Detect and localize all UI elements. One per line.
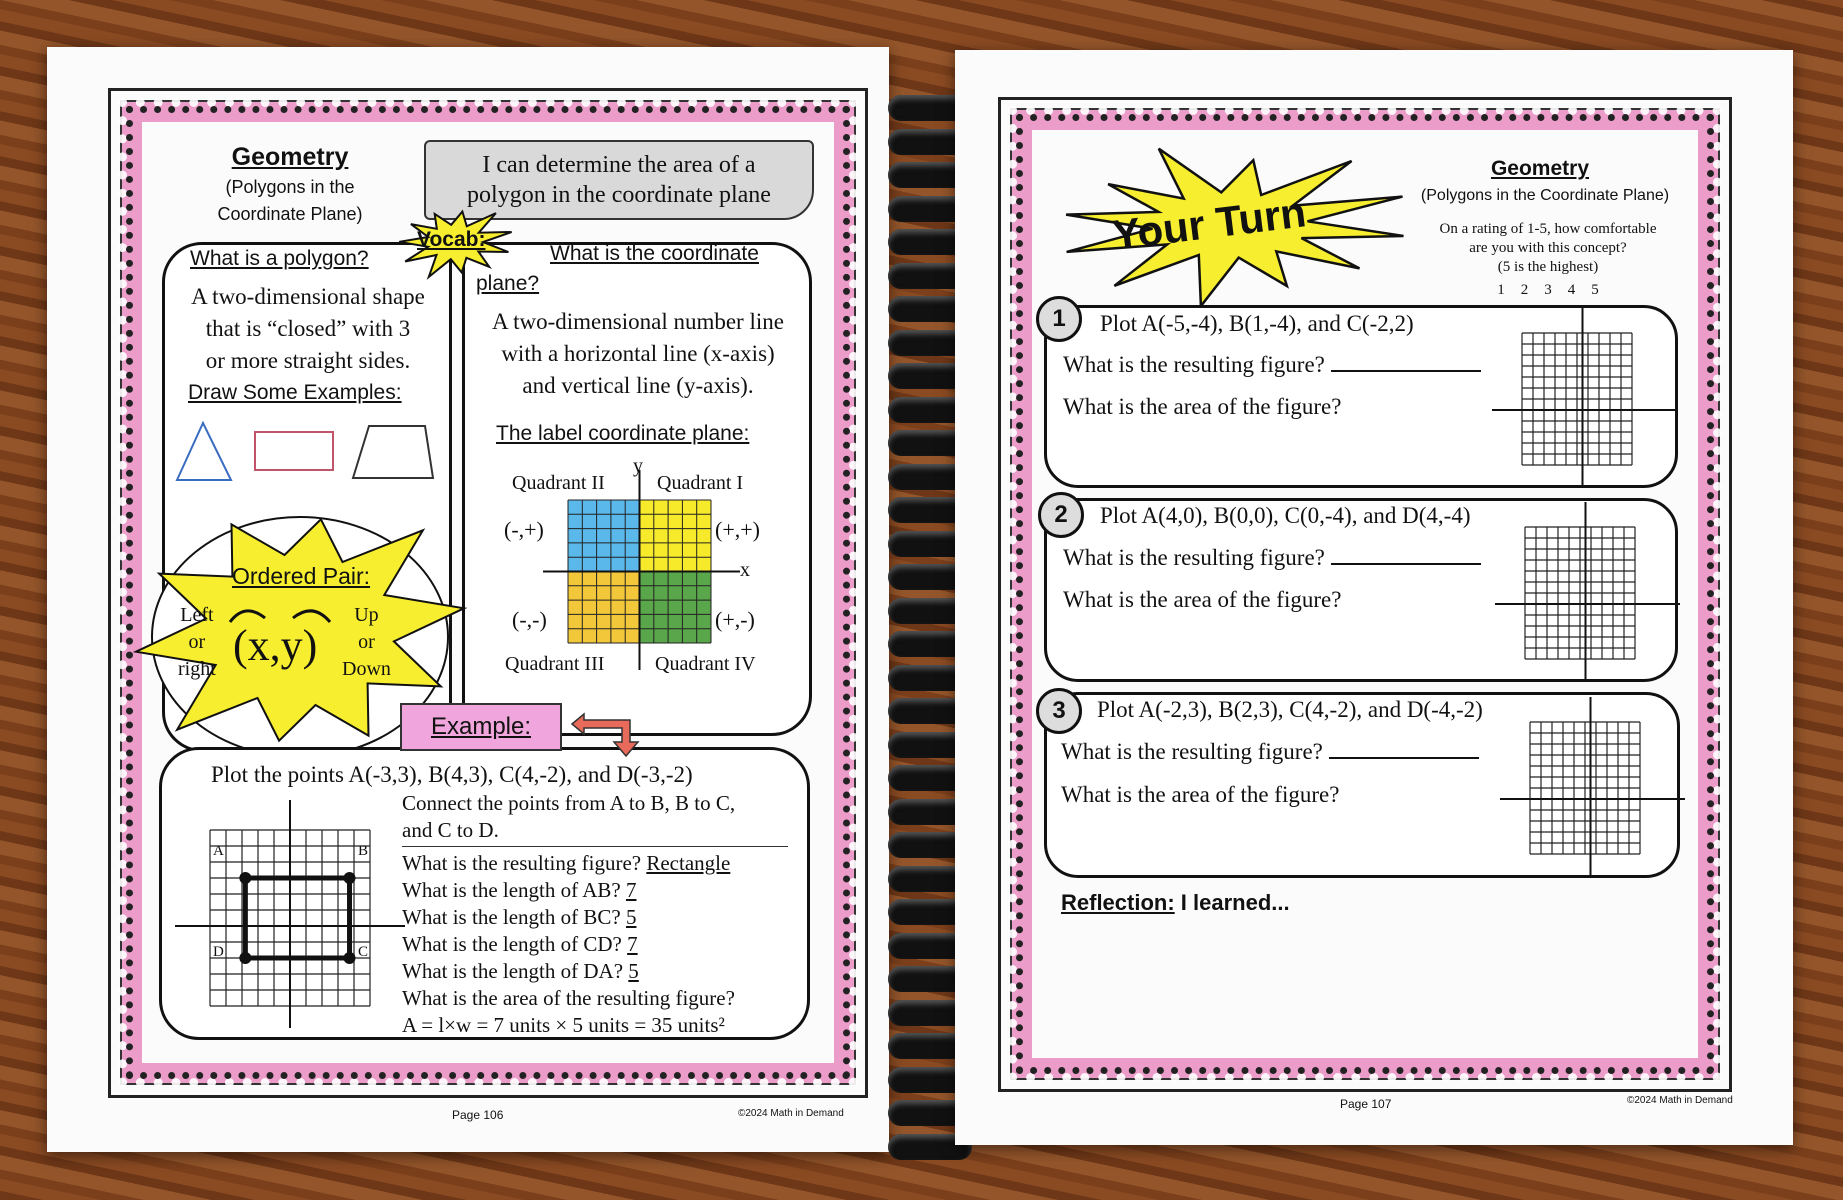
left-copyright: ©2024 Math in Demand [738, 1108, 844, 1119]
rating-option-3[interactable]: 3 [1544, 282, 1552, 298]
quadrant-fill [640, 572, 712, 644]
quadrant-3-label: Quadrant III [505, 653, 605, 675]
ordered-pair-left-words [178, 602, 216, 683]
problem-1-figure-question: What is the resulting figure? [1063, 352, 1481, 378]
example-question: What is the resulting figure? Rectangle [402, 851, 731, 875]
example-questions [402, 850, 735, 1039]
quadrant-1-label: Quadrant I [657, 472, 744, 494]
example-prompt: Plot the points A(-3,3), B(4,3), C(4,-2), and D(-3,-2) [211, 762, 693, 787]
trapezoid-shape [353, 426, 433, 478]
answer-blank[interactable] [1331, 354, 1481, 372]
rating-line-3: (5 is the highest) [1497, 259, 1599, 275]
draw-examples-heading: Draw Some Examples: [188, 381, 402, 404]
left-subtitle-2: Coordinate Plane) [217, 204, 363, 224]
plotted-point [239, 872, 251, 884]
polygon-def-line: or more straight sides. [205, 348, 411, 373]
answer-blank[interactable] [1331, 547, 1481, 565]
label-plane-heading: The label coordinate plane: [496, 422, 750, 445]
problem-3-figure-question: What is the resulting figure? [1061, 739, 1479, 765]
rectangle-shape [255, 432, 333, 470]
left-page-number: Page 106 [452, 1108, 504, 1122]
quadrant-fill [640, 500, 712, 572]
objective-line-2: polygon in the coordinate plane [467, 182, 771, 208]
plane-def-line: A two-dimensional number line [492, 309, 784, 334]
example-coordinate-grid [175, 800, 405, 1035]
rating-line-1: On a rating of 1-5, how comfortable [1439, 221, 1657, 237]
or-word: or [188, 631, 206, 653]
quadrant-fill [568, 572, 640, 644]
quadrant-grid [568, 500, 713, 650]
y-axis-label: y [633, 455, 643, 477]
quadrant-1-signs: (+,+) [715, 517, 760, 542]
problem-1-grid[interactable] [1492, 308, 1677, 488]
point-label-c: C [358, 944, 369, 960]
polygon-def-line: A two-dimensional shape [191, 284, 425, 309]
red-arrow-icon [570, 712, 650, 757]
reflection-text: I learned... [1174, 890, 1290, 915]
reflection-label: Reflection: [1061, 890, 1175, 915]
point-label-b: B [358, 843, 369, 859]
or-word: or [358, 631, 375, 653]
quadrant-2-label: Quadrant II [512, 472, 605, 494]
example-answer: 5 [625, 905, 637, 929]
rating-option-2[interactable]: 2 [1520, 282, 1529, 298]
example-answer: 5 [628, 959, 639, 983]
rating-option-1[interactable]: 1 [1497, 282, 1505, 298]
example-answer: 7 [625, 878, 637, 902]
quadrant-diagram [500, 455, 790, 685]
quadrant-4-signs: (+,-) [715, 607, 755, 632]
polygon-definition [168, 281, 448, 377]
up-word: Up [354, 604, 379, 626]
problem-2-prompt: Plot A(4,0), B(0,0), C(0,-4), and D(4,-4) [1100, 503, 1471, 528]
point-label-a: A [213, 843, 224, 859]
plane-definition [464, 306, 812, 402]
problem-3-prompt: Plot A(-2,3), B(2,3), C(4,-2), and D(-4,-2) [1097, 697, 1483, 722]
ordered-pair-title: Ordered Pair: [232, 563, 371, 589]
rectangle-plot [245, 878, 349, 958]
curved-arrows-icon [225, 600, 335, 630]
problem-3-number: 3 [1036, 688, 1082, 734]
plane-heading-2: plane? [476, 272, 540, 295]
left-word: Left [180, 604, 214, 626]
rating-option-5[interactable]: 5 [1591, 282, 1599, 298]
example-connect [402, 790, 788, 847]
example-answer: Rectangle [646, 851, 731, 875]
vocab-label: Vocab: [417, 228, 486, 251]
answer-blank[interactable] [1329, 741, 1479, 759]
right-subtitle: (Polygons in the Coordinate Plane) [1420, 187, 1670, 204]
right-page-number: Page 107 [1340, 1097, 1392, 1111]
left-subtitle-1: (Polygons in the [225, 177, 355, 197]
quadrant-fill [568, 500, 640, 572]
rating-option-4[interactable]: 4 [1567, 282, 1576, 298]
comfort-rating [1418, 220, 1678, 300]
example-answer: 7 [627, 932, 638, 956]
example-label: Example: [400, 703, 562, 751]
ordered-pair-right-words [342, 602, 391, 683]
down-word: Down [342, 658, 391, 680]
problem-1-prompt: Plot A(-5,-4), B(1,-4), and C(-2,2) [1100, 311, 1414, 336]
ordered-pair-notation: (x,y) [233, 621, 318, 670]
problem-3-area-question: What is the area of the figure? [1061, 782, 1340, 807]
plotted-point [344, 872, 356, 884]
problem-2-area-question: What is the area of the figure? [1063, 587, 1342, 612]
x-axis-label: x [740, 559, 750, 581]
reflection-prompt [1061, 890, 1290, 916]
right-copyright: ©2024 Math in Demand [1627, 1095, 1733, 1106]
objective-line-1: I can determine the area of a [482, 152, 756, 178]
problem-2-grid[interactable] [1495, 502, 1680, 682]
area-answer: A = l×w = 7 units × 5 units = 35 units² [402, 1013, 725, 1037]
triangle-shape [177, 423, 231, 480]
rating-line-2: are you with this concept? [1469, 240, 1627, 256]
problem-1-area-question: What is the area of the figure? [1063, 394, 1342, 419]
problem-3-grid[interactable] [1500, 697, 1685, 877]
left-title: Geometry [231, 143, 349, 171]
your-turn-label: Your Turn [1109, 188, 1309, 259]
point-label-d: D [213, 944, 224, 960]
example-question: What is the length of DA? 5 [402, 959, 639, 983]
right-title: Geometry [1490, 157, 1590, 180]
polygon-def-line: that is “closed” with 3 [205, 316, 411, 341]
reflection-area[interactable] [1061, 925, 1701, 1045]
example-shapes [175, 418, 445, 483]
polygon-heading: What is a polygon? [190, 247, 369, 270]
plotted-point [239, 952, 251, 964]
plane-def-line: with a horizontal line (x-axis) [501, 341, 775, 366]
connect-line-2: and C to D. [402, 818, 499, 842]
example-question: What is the length of BC? 5 [402, 905, 637, 929]
quadrant-3-signs: (-,-) [512, 607, 547, 632]
plotted-point [344, 952, 356, 964]
problem-2-number: 2 [1038, 492, 1084, 538]
example-question: What is the length of CD? 7 [402, 932, 638, 956]
quadrant-4-label: Quadrant IV [655, 653, 756, 675]
right-word: right [178, 658, 216, 680]
problem-2-figure-question: What is the resulting figure? [1063, 545, 1481, 571]
plane-def-line: and vertical line (y-axis). [522, 373, 754, 398]
area-question: What is the area of the resulting figure? [402, 986, 735, 1010]
connect-line-1: Connect the points from A to B, B to C, [402, 791, 736, 815]
quadrant-2-signs: (-,+) [504, 517, 544, 542]
problem-1-number: 1 [1036, 296, 1082, 342]
example-question: What is the length of AB? 7 [402, 878, 637, 902]
plane-heading-1: What is the coordinate [550, 242, 759, 265]
